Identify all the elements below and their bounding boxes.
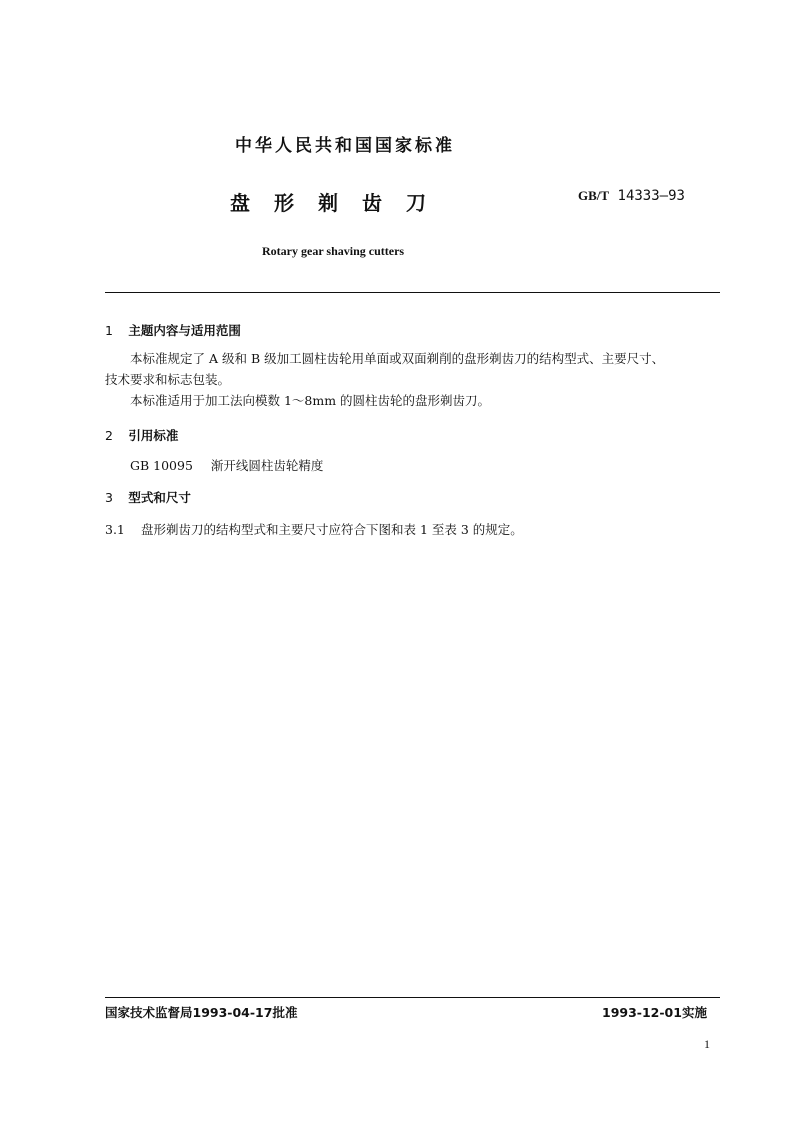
section-1-paragraph-1: 本标准规定了 A 级和 B 级加工圆柱齿轮用单面或双面剃削的盘形剃齿刀的结构型式、主要尺寸、 [130, 351, 665, 366]
standard-code-prefix: GB/T [578, 188, 610, 203]
english-title: Rotary gear shaving cutters [262, 244, 405, 258]
header-divider [105, 292, 720, 293]
section-number: 3 [105, 490, 113, 505]
section-1-paragraph-2: 本标准适用于加工法向模数 1～8mm 的圆柱齿轮的盘形剃齿刀。 [130, 393, 491, 408]
section-1-heading [105, 321, 241, 339]
section-number: 1 [105, 323, 113, 338]
section-1-paragraph-1-cont: 技术要求和标志包装。 [105, 372, 231, 387]
section-number: 2 [105, 428, 113, 443]
clause-text: 盘形剃齿刀的结构型式和主要尺寸应符合下图和表 1 至表 3 的规定。 [141, 522, 523, 537]
standard-code-number: 14333—93 [617, 188, 685, 204]
section-2-heading [105, 426, 178, 444]
section-title: 型式和尺寸 [128, 490, 191, 505]
page-number: 1 [704, 1037, 710, 1051]
reference-standard [130, 456, 323, 476]
section-title: 引用标准 [128, 428, 179, 443]
reference-code: GB 10095 [130, 458, 193, 473]
reference-title: 渐开线圆柱齿轮精度 [210, 458, 324, 473]
implementation-date: 1993-12-01实施 [602, 1005, 707, 1020]
approval-date: 国家技术监督局1993-04-17批准 [105, 1005, 298, 1020]
standard-code [578, 188, 685, 204]
clause-number: 3.1 [105, 522, 125, 537]
footer-divider [105, 997, 720, 998]
org-title: 中华人民共和国国家标准 [235, 136, 455, 156]
section-3-heading [105, 488, 191, 506]
clause-3-1 [105, 520, 523, 540]
section-title: 主题内容与适用范围 [128, 323, 241, 338]
standard-title: 盘形剃齿刀 [230, 191, 450, 215]
